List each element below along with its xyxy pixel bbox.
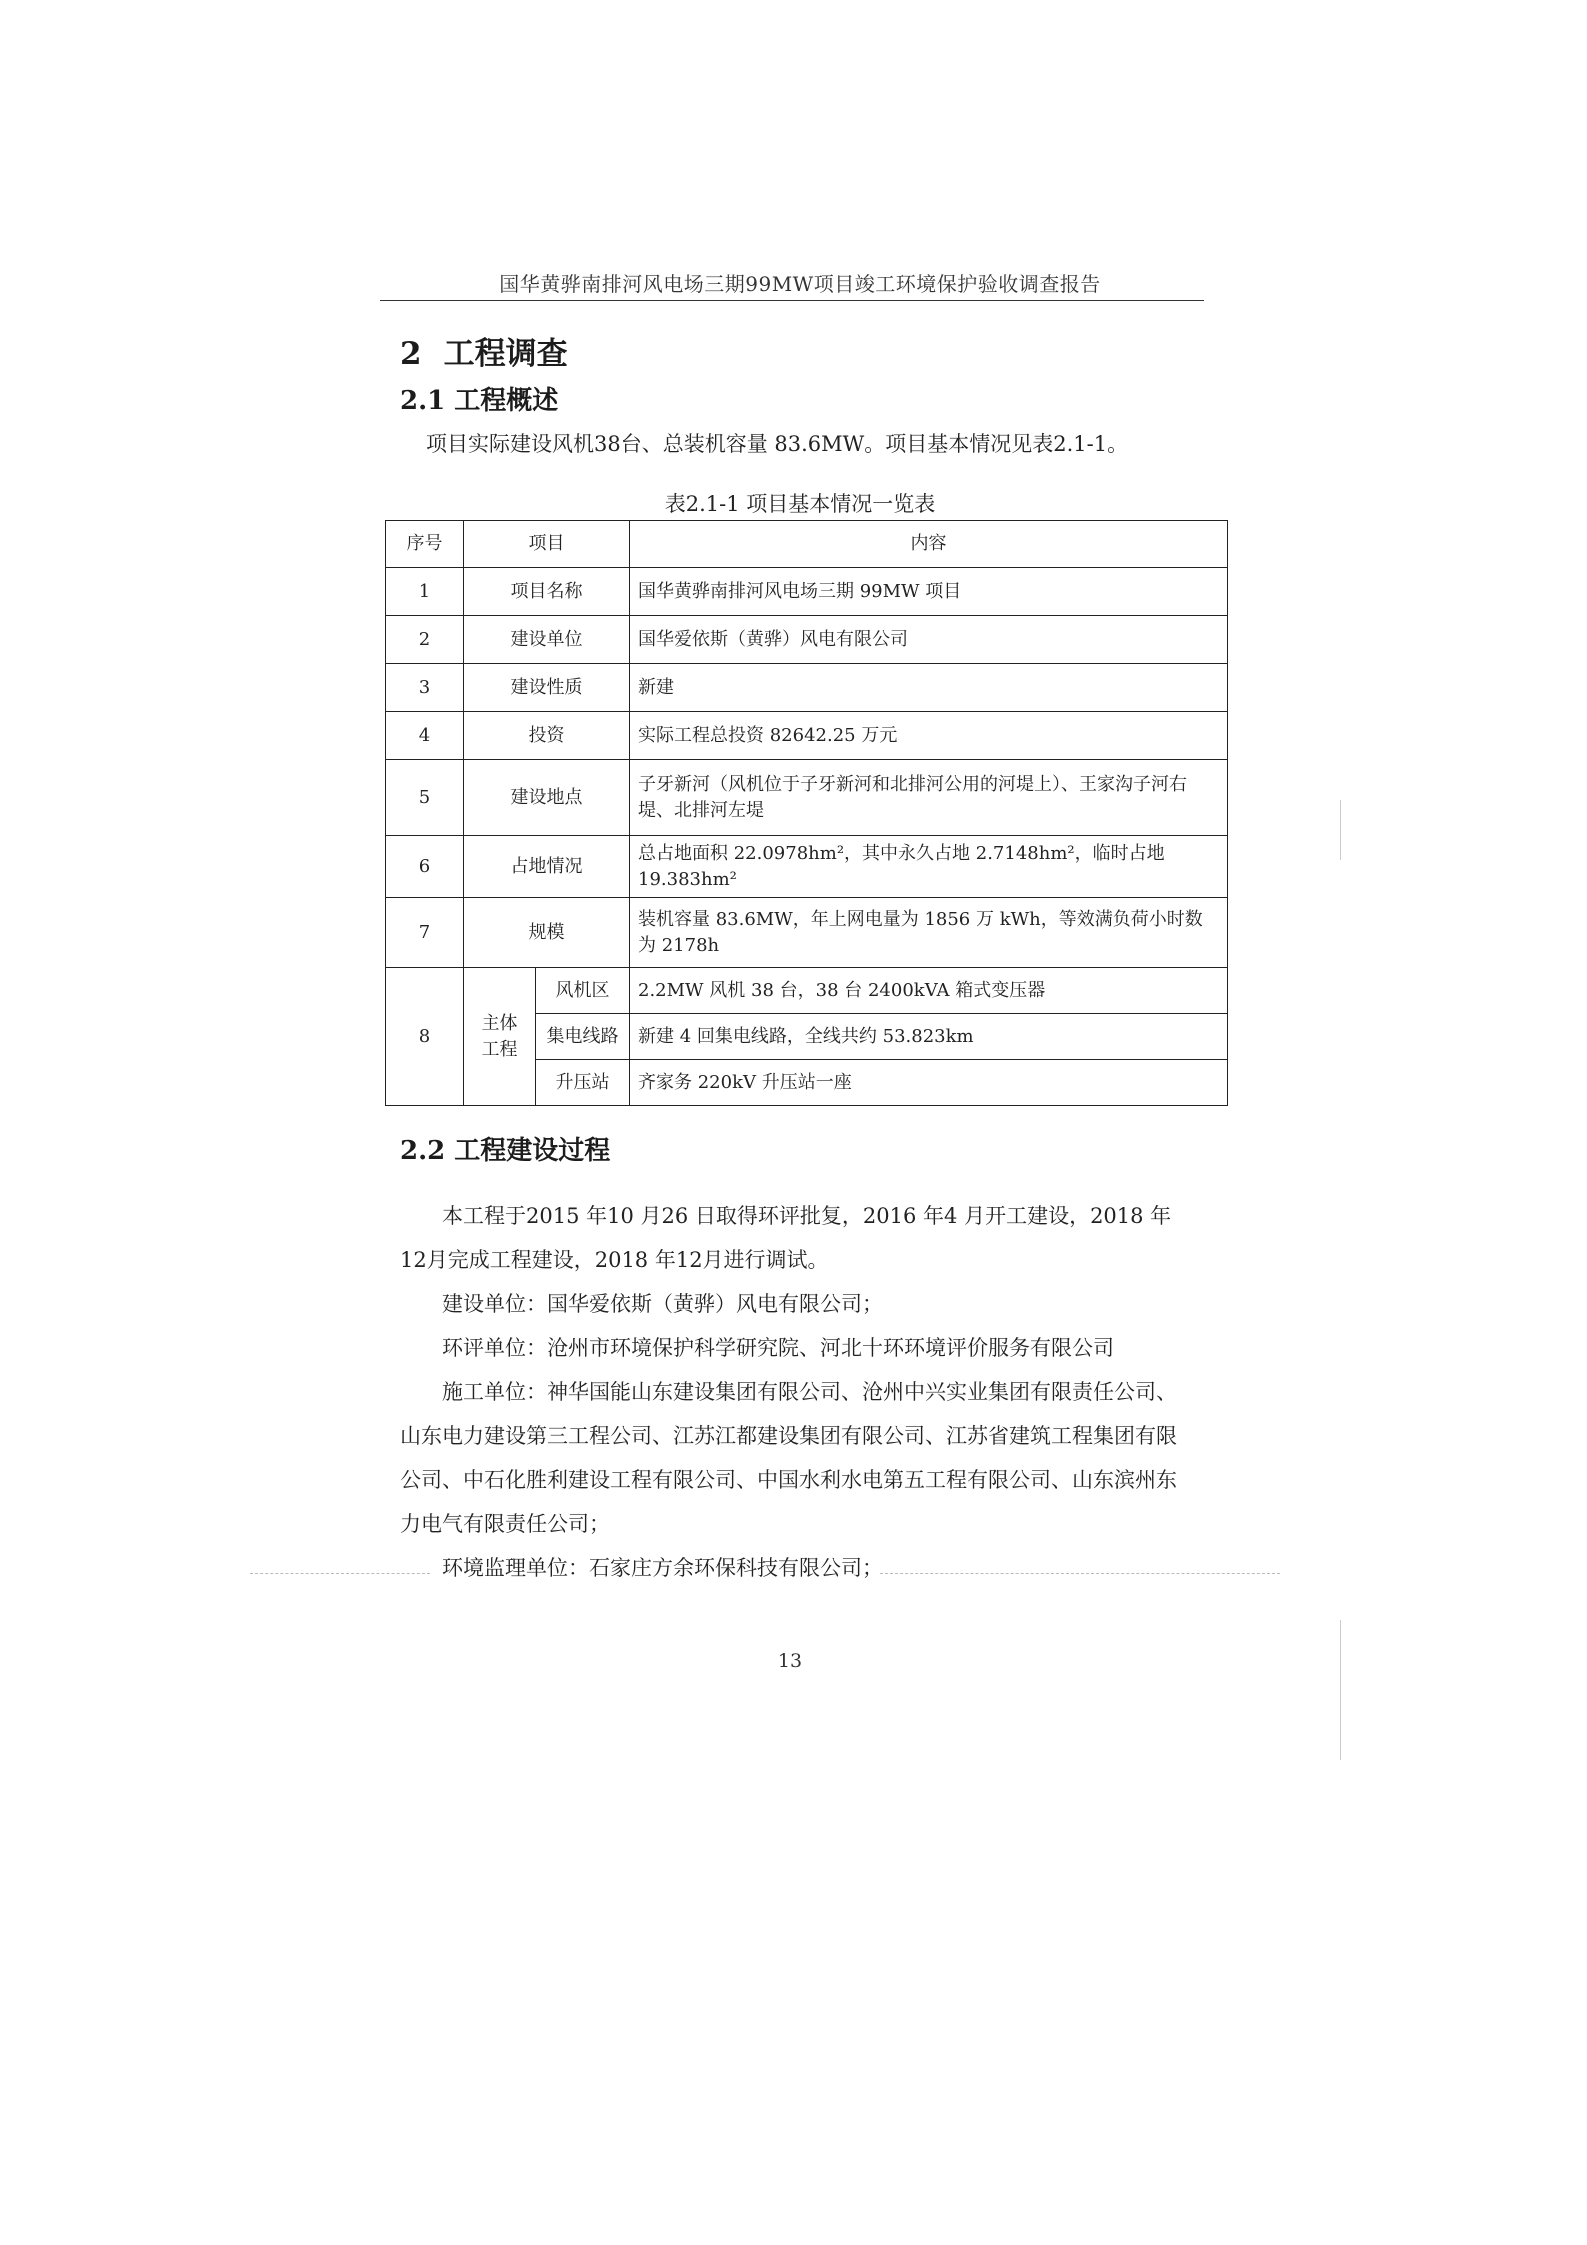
main-works-group-label: 主体工程 xyxy=(464,968,536,1106)
row-content: 新建 xyxy=(630,664,1228,712)
table-row xyxy=(386,836,1228,898)
table-row xyxy=(386,968,1228,1014)
row-content: 实际工程总投资 82642.25 万元 xyxy=(630,712,1228,760)
header-content: 内容 xyxy=(630,521,1228,568)
row-item: 项目名称 xyxy=(464,568,630,616)
table-row xyxy=(386,568,1228,616)
scan-edge-mark xyxy=(1340,1620,1341,1760)
page-header-title: 国华黄骅南排河风电场三期99MW项目竣工环境保护验收调查报告 xyxy=(499,272,1101,296)
chapter-number: 2 xyxy=(400,336,422,372)
section-2-2-paragraph-5: 环境监理单位：石家庄方余环保科技有限公司； xyxy=(442,1556,883,1580)
row-no: 1 xyxy=(386,568,464,616)
table-row xyxy=(386,616,1228,664)
section-heading-2-2: 2.2 工程建设过程 xyxy=(400,1136,611,1166)
table-row xyxy=(386,712,1228,760)
table-row xyxy=(386,760,1228,836)
table-row xyxy=(386,898,1228,968)
page-number: 13 xyxy=(777,1650,803,1672)
sub-content: 2.2MW 风机 38 台，38 台 2400kVA 箱式变压器 xyxy=(630,968,1228,1014)
table-header-row xyxy=(386,521,1228,568)
row-content: 子牙新河（风机位于子牙新河和北排河公用的河堤上）、王家沟子河右堤、北排河左堤 xyxy=(630,760,1228,836)
row-item: 规模 xyxy=(464,898,630,968)
row-no: 2 xyxy=(386,616,464,664)
section-2-2-paragraph-1: 本工程于2015 年10 月26 日取得环评批复，2016 年4 月开工建设，2018 年12月完成工程建设，2018 年12月进行调试。 xyxy=(400,1204,1172,1272)
sub-content: 新建 4 回集电线路，全线共约 53.823km xyxy=(630,1014,1228,1060)
section-2-2-paragraph-3: 环评单位：沧州市环境保护科学研究院、河北十环环境评价服务有限公司 xyxy=(442,1336,1114,1360)
sub-content: 齐家务 220kV 升压站一座 xyxy=(630,1060,1228,1106)
section-2-2-paragraph-4: 施工单位：神华国能山东建设集团有限公司、沧州中兴实业集团有限责任公司、山东电力建设第三工程公司、江苏江都建设集团有限公司、江苏省建筑工程集团有限公司、中石化胜利建设工程有限公司、中国水利水电第五工程有限公司、山东滨州东力电气有限责任公司； xyxy=(400,1380,1177,1536)
header-no: 序号 xyxy=(386,521,464,568)
scan-artifact-line xyxy=(250,1573,430,1574)
row-item: 投资 xyxy=(464,712,630,760)
row-content: 国华爱依斯（黄骅）风电有限公司 xyxy=(630,616,1228,664)
chapter-title: 工程调查 xyxy=(443,336,568,372)
row-content: 总占地面积 22.0978hm²，其中永久占地 2.7148hm²，临时占地 19.383hm² xyxy=(630,836,1228,898)
row-no: 4 xyxy=(386,712,464,760)
row-no: 8 xyxy=(386,968,464,1106)
page-header-rule xyxy=(380,300,1204,301)
section-2-1-paragraph: 项目实际建设风机38台、总装机容量 83.6MW。项目基本情况见表2.1-1。 xyxy=(426,432,1129,456)
sub-item: 升压站 xyxy=(536,1060,630,1106)
scan-edge-mark xyxy=(1340,800,1341,860)
table-row xyxy=(386,664,1228,712)
scan-artifact-line xyxy=(880,1573,1280,1574)
row-content: 装机容量 83.6MW，年上网电量为 1856 万 kWh，等效满负荷小时数为 2178h xyxy=(630,898,1228,968)
row-item: 建设单位 xyxy=(464,616,630,664)
row-item: 建设地点 xyxy=(464,760,630,836)
section-2-2-paragraph-2: 建设单位：国华爱依斯（黄骅）风电有限公司； xyxy=(442,1292,883,1316)
project-overview-table xyxy=(385,520,1228,1106)
row-content: 国华黄骅南排河风电场三期 99MW 项目 xyxy=(630,568,1228,616)
row-no: 5 xyxy=(386,760,464,836)
table-caption: 表2.1-1 项目基本情况一览表 xyxy=(664,492,936,516)
sub-item: 集电线路 xyxy=(536,1014,630,1060)
header-item: 项目 xyxy=(464,521,630,568)
sub-item: 风机区 xyxy=(536,968,630,1014)
row-no: 3 xyxy=(386,664,464,712)
row-no: 6 xyxy=(386,836,464,898)
chapter-heading xyxy=(400,328,568,373)
row-no: 7 xyxy=(386,898,464,968)
row-item: 建设性质 xyxy=(464,664,630,712)
section-heading-2-1: 2.1 工程概述 xyxy=(400,386,559,416)
row-item: 占地情况 xyxy=(464,836,630,898)
